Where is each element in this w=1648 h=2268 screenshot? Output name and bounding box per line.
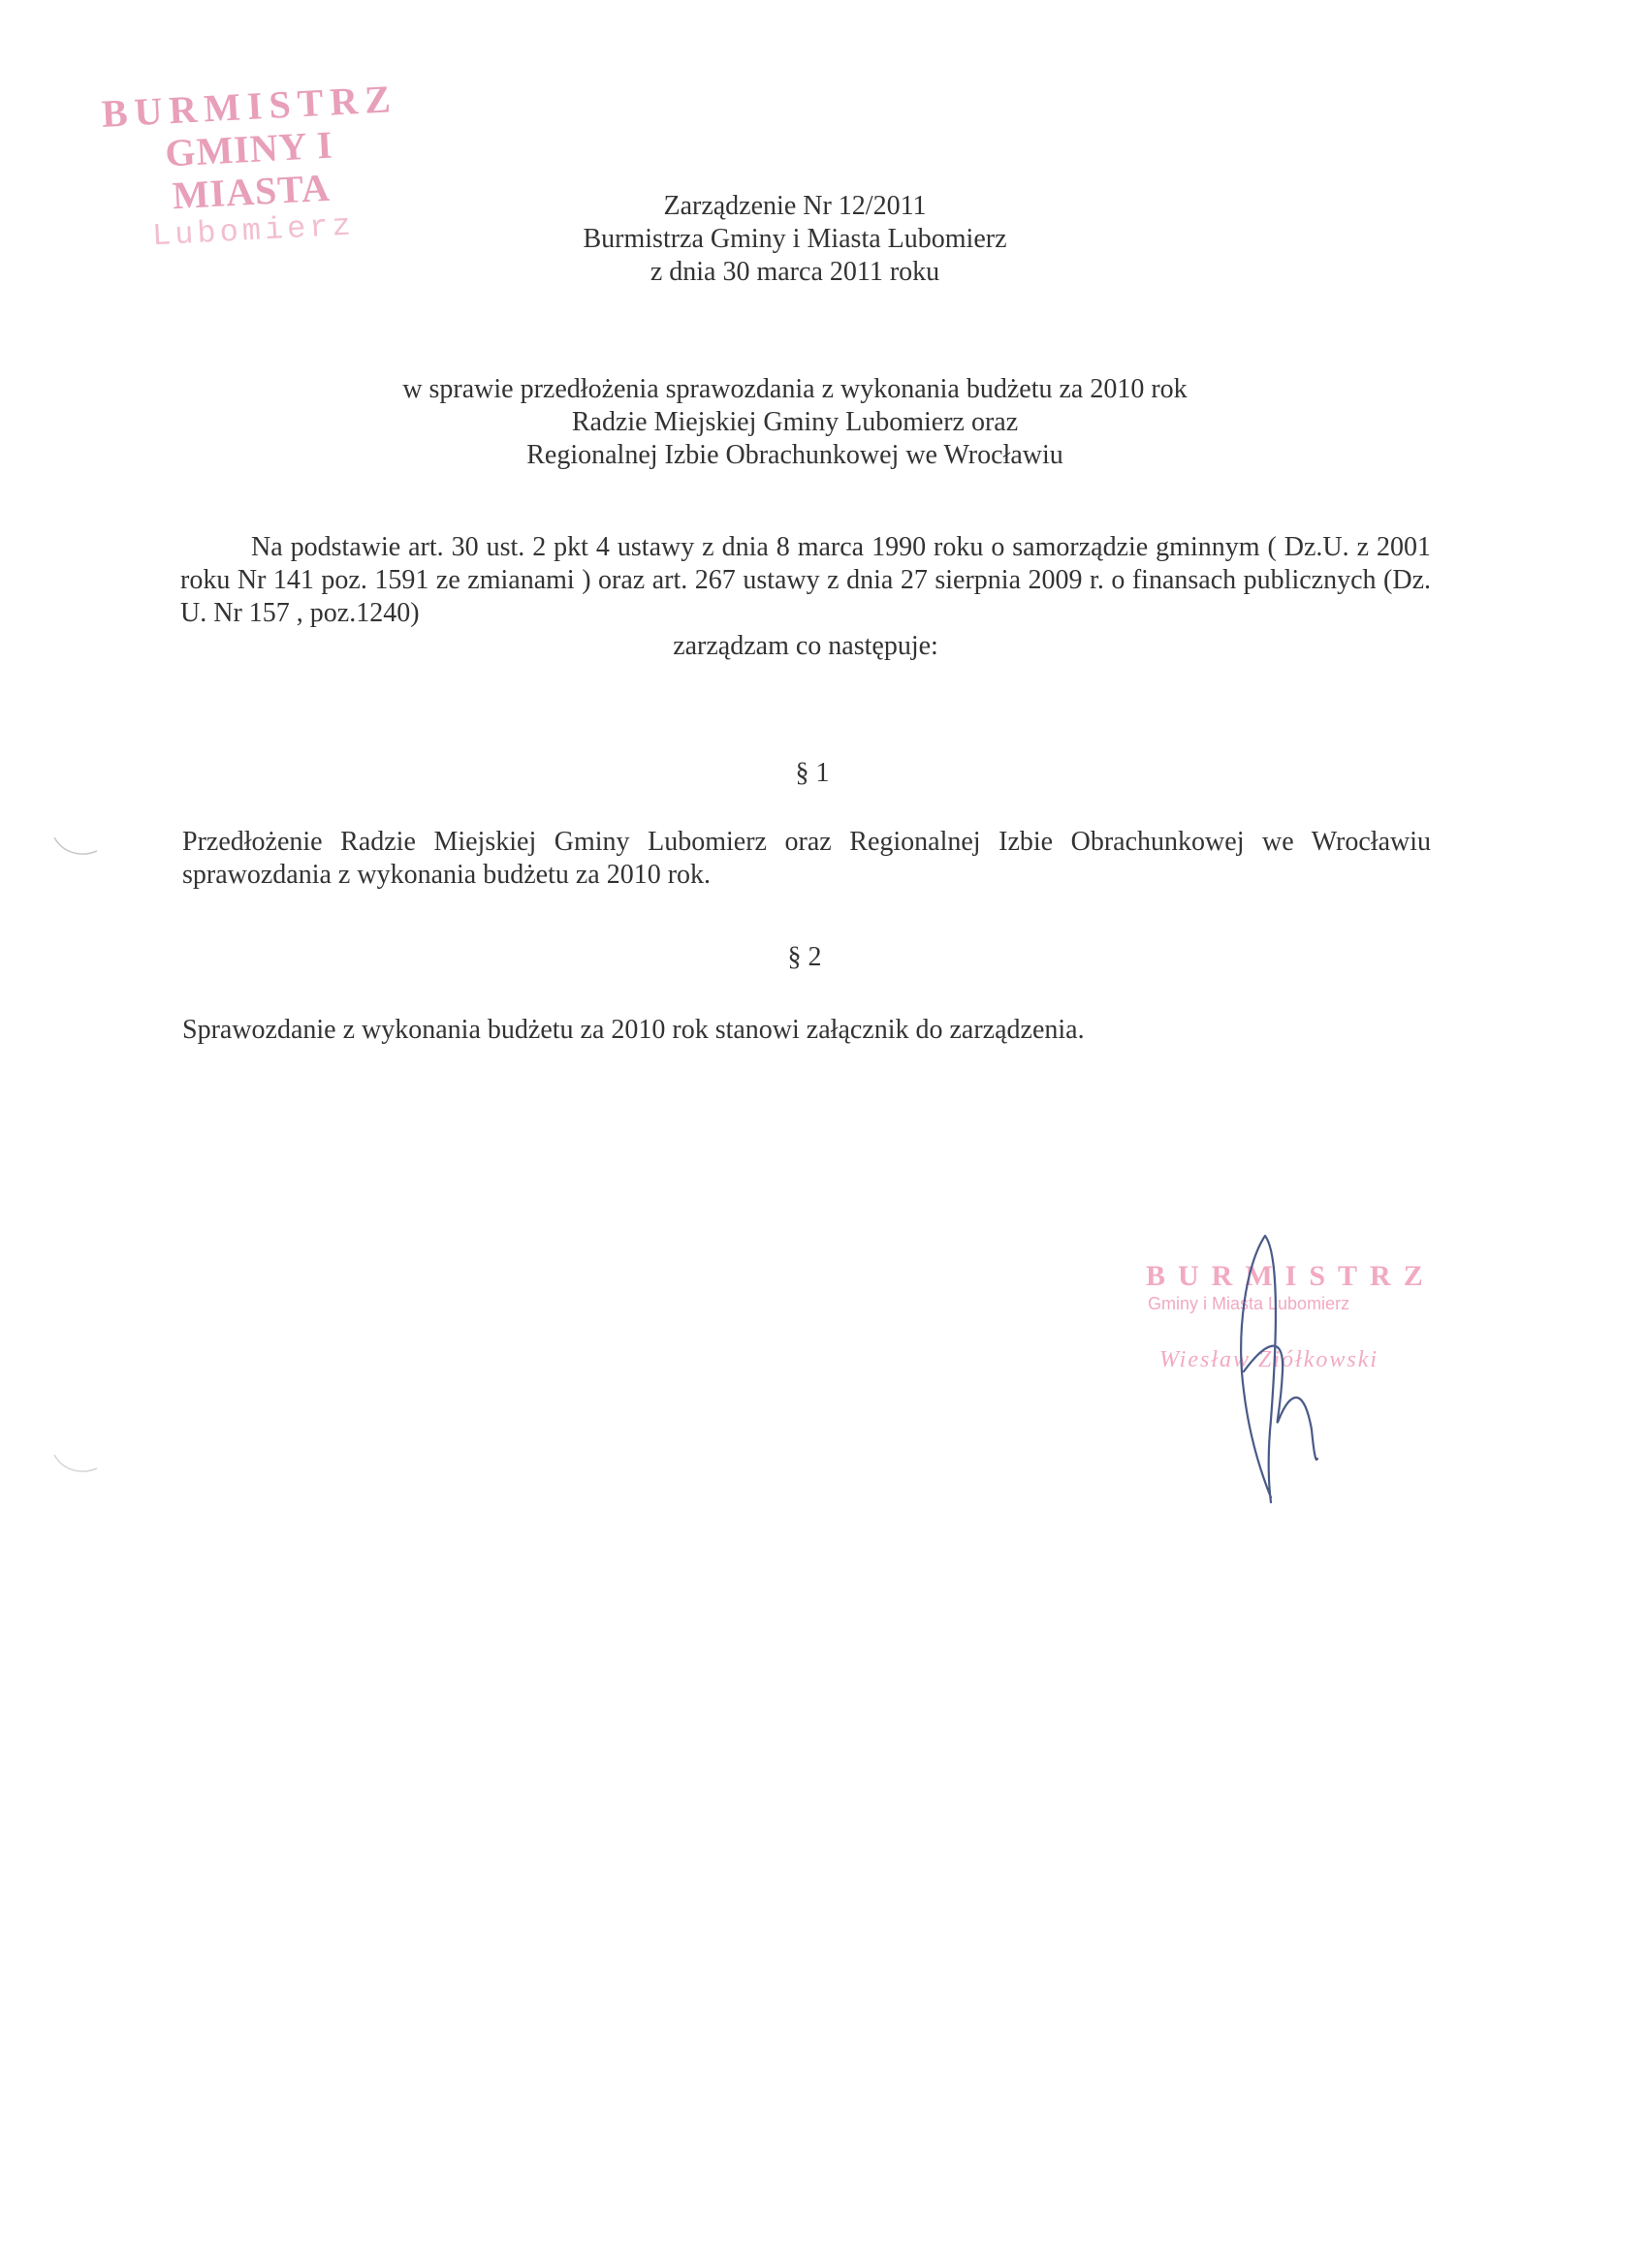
handwritten-signature <box>1207 1226 1343 1507</box>
stamp-line-3: Lubomierz <box>151 207 356 255</box>
signature-stamp-title: BURMISTRZ <box>1146 1260 1436 1292</box>
subject-line-3: Regionalnej Izbie Obrachunkowej we Wrocławiu <box>526 440 1063 470</box>
title-line-2: Burmistrza Gminy i Miasta Lubomierz <box>583 224 1007 254</box>
decree-statement: zarządzam co następuje: <box>673 631 938 661</box>
stamp-line-2: GMINY I MIASTA <box>164 122 334 218</box>
title-line-1: Zarządzenie Nr 12/2011 <box>663 191 927 221</box>
section-2-mark: § 2 <box>787 942 822 972</box>
scan-artifact-mark <box>50 1449 109 1478</box>
scan-artifact-mark <box>50 832 109 861</box>
signature-stamp-name: Wiesław Ziółkowski <box>1159 1347 1379 1372</box>
subject-line-2: Radzie Miejskiej Gminy Lubomierz oraz <box>571 407 1019 437</box>
document-title <box>407 190 1183 289</box>
section-2-text: Sprawozdanie z wykonania budżetu za 2010 rok stanowi załącznik do zarządzenia. <box>182 1015 1085 1045</box>
legal-basis <box>180 531 1431 663</box>
signature-stamp-office: Gminy i Miasta Lubomierz <box>1148 1294 1350 1313</box>
title-line-3: z dnia 30 marca 2011 roku <box>650 257 940 287</box>
section-1-text: Przedłożenie Radzie Miejskiej Gminy Lubomierz oraz Regionalnej Izbie Obrachunkowej we Wrocławiu sprawozdania z wykonania budżetu za 2010 rok. <box>182 827 1431 890</box>
office-stamp <box>101 78 399 257</box>
section-1-mark: § 1 <box>795 758 830 788</box>
subject-line-1: w sprawie przedłożenia sprawozdania z wykonania budżetu za 2010 rok <box>402 374 1188 404</box>
legal-basis-paragraph: Na podstawie art. 30 ust. 2 pkt 4 ustawy z dnia 8 marca 1990 roku o samorządzie gminnym ( Dz.U. z 2001 roku Nr 141 poz. 1591 ze zmianami ) oraz art. 267 ustawy z dnia 27 sierpnia 2009 r. o finansach publicznych (Dz. U. Nr 157 , poz.1240) <box>180 532 1431 628</box>
stamp-line-1: BURMISTRZ <box>100 76 398 136</box>
document-subject <box>291 373 1299 472</box>
